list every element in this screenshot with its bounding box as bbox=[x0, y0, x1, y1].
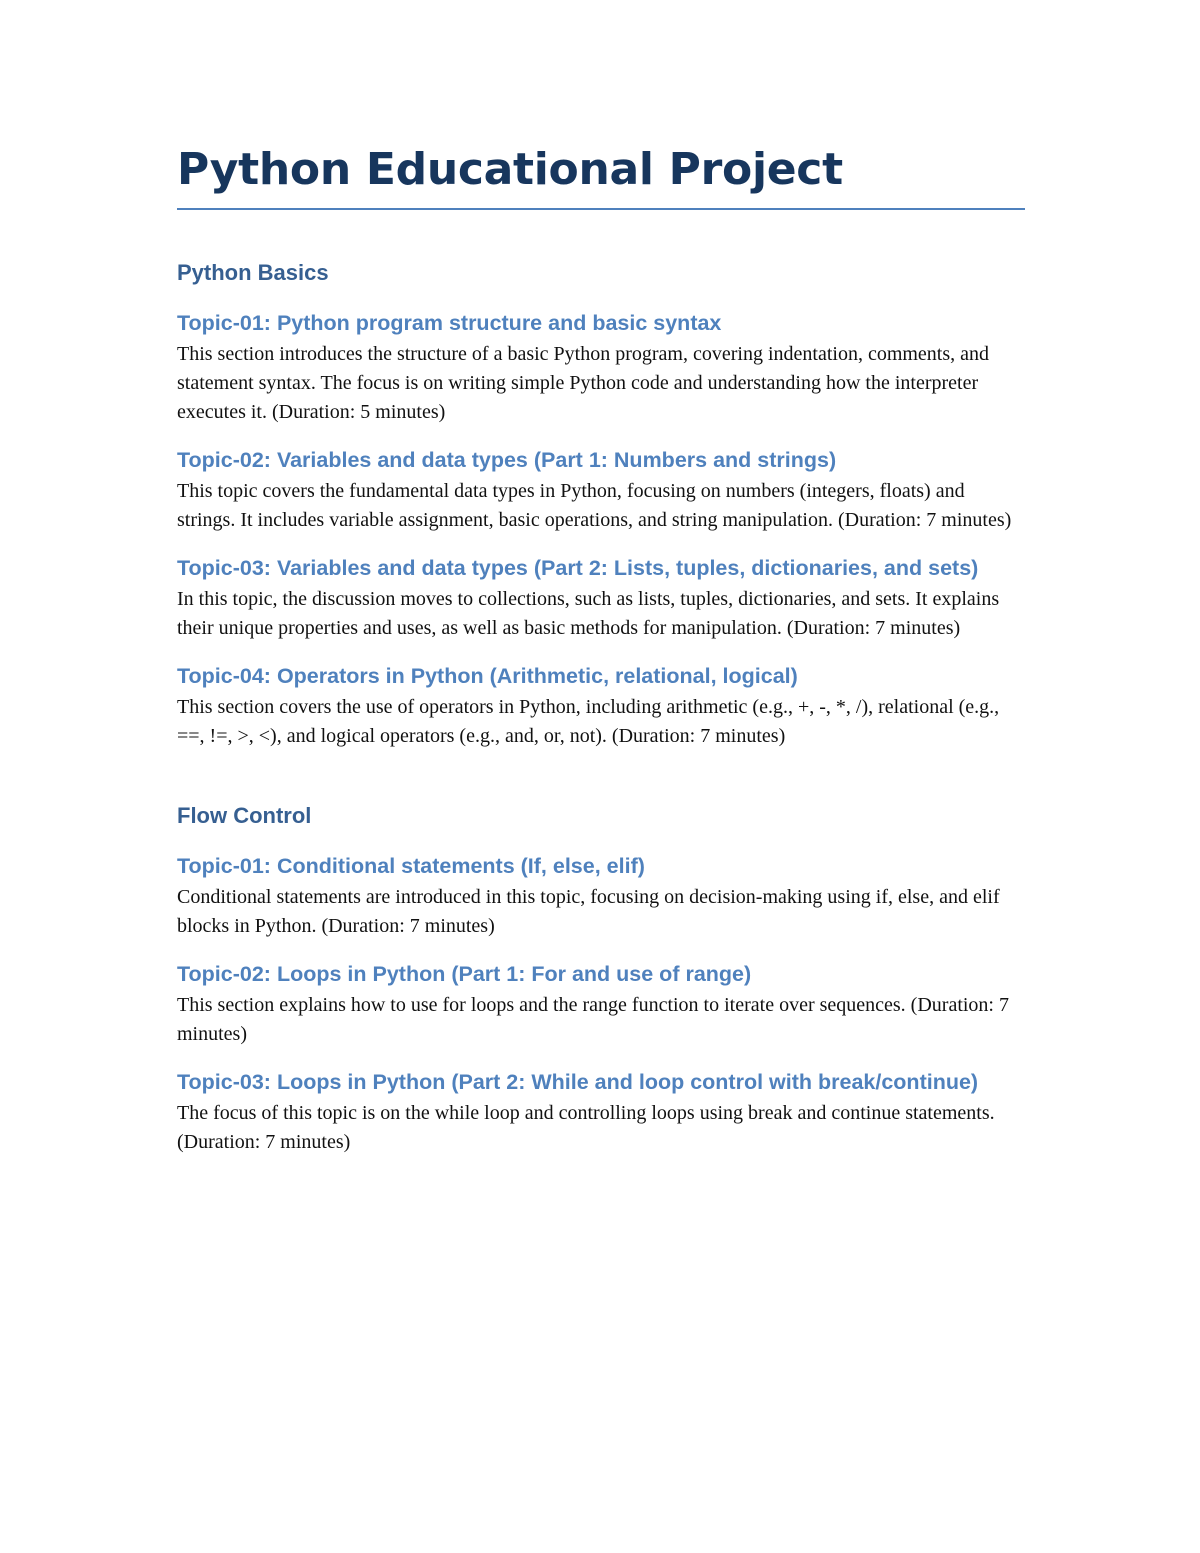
section-python-basics bbox=[177, 258, 1025, 751]
topic-description: This section explains how to use for loops and the range function to iterate over sequences. (Duration: 7 minutes) bbox=[177, 994, 1009, 1045]
topic-heading: Topic-02: Variables and data types (Part 1: Numbers and strings) bbox=[177, 448, 837, 472]
topic-heading: Topic-02: Loops in Python (Part 1: For and use of range) bbox=[177, 962, 752, 986]
section-heading: Python Basics bbox=[177, 260, 329, 285]
topic-item bbox=[177, 959, 1025, 1049]
topic-description: This section covers the use of operators in Python, including arithmetic (e.g., +, -, *, /), relational (e.g., ==, !=, >, <), and logical operators (e.g., and, or, not). (Duration: 7 minutes) bbox=[177, 696, 1000, 747]
topic-item bbox=[177, 851, 1025, 941]
title-underline-rule bbox=[177, 208, 1025, 210]
section-heading: Flow Control bbox=[177, 803, 312, 828]
topic-description: This section introduces the structure of a basic Python program, covering indentation, comments, and statement syntax. The focus is on writing simple Python code and understanding how the interpreter executes it. (Duration: 5 minutes) bbox=[177, 343, 990, 423]
topic-item bbox=[177, 661, 1025, 751]
topic-item bbox=[177, 1067, 1025, 1157]
topic-item bbox=[177, 445, 1025, 535]
topic-description: In this topic, the discussion moves to collections, such as lists, tuples, dictionaries, and sets. It explains their unique properties and uses, as well as basic methods for manipulation. (Duration: 7 minutes) bbox=[177, 588, 1000, 639]
document-title: Python Educational Project bbox=[177, 144, 843, 195]
topic-heading: Topic-01: Conditional statements (If, else, elif) bbox=[177, 854, 645, 878]
topic-item bbox=[177, 553, 1025, 643]
section-flow-control bbox=[177, 801, 1025, 1157]
topic-heading: Topic-03: Variables and data types (Part 2: Lists, tuples, dictionaries, and sets) bbox=[177, 556, 979, 580]
topic-heading: Topic-01: Python program structure and basic syntax bbox=[177, 311, 722, 335]
document-page bbox=[177, 140, 1025, 1175]
topic-item bbox=[177, 308, 1025, 427]
topic-description: Conditional statements are introduced in this topic, focusing on decision-making using if, else, and elif blocks in Python. (Duration: 7 minutes) bbox=[177, 886, 1000, 937]
topic-heading: Topic-03: Loops in Python (Part 2: While and loop control with break/continue) bbox=[177, 1070, 979, 1094]
topic-description: This topic covers the fundamental data types in Python, focusing on numbers (integers, floats) and strings. It includes variable assignment, basic operations, and string manipulation. (Duration: 7 minutes) bbox=[177, 480, 1012, 531]
topic-heading: Topic-04: Operators in Python (Arithmetic, relational, logical) bbox=[177, 664, 798, 688]
topic-description: The focus of this topic is on the while loop and controlling loops using break and continue statements. (Duration: 7 minutes) bbox=[177, 1102, 995, 1153]
